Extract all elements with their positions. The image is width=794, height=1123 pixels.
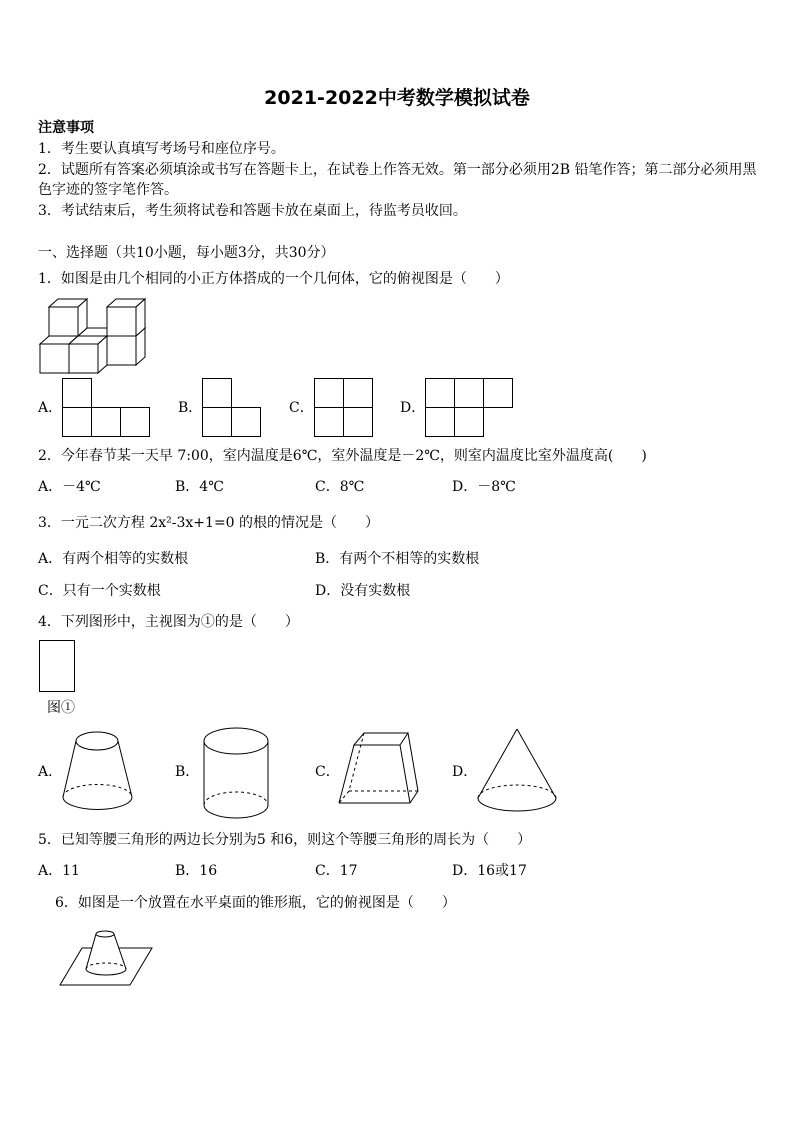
figure-caption: 图①: [47, 700, 75, 716]
grid-cell: [484, 379, 513, 408]
option-label: D．: [400, 400, 426, 416]
grid-cell: [315, 379, 344, 408]
option-label: C．只有一个实数根: [38, 583, 161, 599]
grid-cell: [426, 408, 455, 437]
option-label: A．11: [38, 863, 80, 879]
option-label: C．17: [315, 863, 358, 879]
option-label: D．－8℃: [452, 479, 516, 495]
top-view-grid-d: [425, 378, 515, 438]
notice-line: 3．考试结束后，考生须将试卷和答题卡放在桌面上，待监考员收回。: [38, 203, 467, 219]
square-frustum-figure: [334, 727, 424, 807]
question-2-stem: 2．今年春节某一天早 7:00，室内温度是6℃，室外温度是－2℃，则室内温度比室外温度高( ): [38, 448, 647, 464]
cone-side: [478, 729, 517, 798]
option-label: A．－4℃: [38, 479, 101, 495]
option-label: B．: [175, 764, 200, 780]
grid-cell: [426, 379, 455, 408]
cylinder-base-front: [204, 805, 268, 818]
notice-line: 色字迹的签字笔作答。: [38, 182, 178, 198]
section-heading: 一、选择题（共10小题，每小题3分，共30分）: [38, 245, 335, 261]
cube-front-face: [69, 344, 98, 373]
grid-cell: [344, 408, 373, 437]
frustum-edge: [339, 745, 354, 803]
cube-front-face: [40, 344, 69, 373]
grid-cell: [455, 408, 484, 437]
frustum-edge: [410, 791, 418, 803]
option-label: C．: [315, 764, 340, 780]
option-label: B．有两个不相等的实数根: [315, 551, 480, 567]
frustum-edge: [408, 733, 418, 791]
frustum-edge: [400, 745, 410, 803]
cube-stack-figure: [36, 298, 148, 376]
frustum-figure: [60, 728, 136, 814]
notice-heading: 注意事项: [38, 120, 94, 136]
grid-cell: [92, 408, 121, 437]
cylinder-top-ellipse: [204, 728, 268, 754]
cone-base-back: [478, 785, 556, 798]
grid-cell: [455, 379, 484, 408]
grid-cell: [203, 408, 232, 437]
notice-line: 2．试题所有答案必须填涂或书写在答题卡上，在试卷上作答无效。第一部分必须用2B 铅笔作答；第二部分必须用黑: [38, 162, 757, 178]
grid-cell: [121, 408, 150, 437]
grid-cell: [63, 408, 92, 437]
grid-cell: [315, 408, 344, 437]
grid-cell: [203, 379, 232, 408]
cone-base-front: [478, 798, 556, 811]
notice-line: 1．考生要认真填写考场号和座位序号。: [38, 141, 285, 157]
frustum-base-front: [63, 797, 132, 810]
front-view-rectangle: [39, 640, 75, 692]
question-5-stem: 5．已知等腰三角形的两边长分别为5 和6，则这个等腰三角形的周长为（ ）: [38, 832, 532, 848]
top-view-grid-a: [62, 378, 152, 438]
cylinder-base-back: [204, 792, 268, 805]
cone-figure: [474, 725, 560, 817]
option-label: D．: [452, 764, 478, 780]
option-label: A．: [38, 764, 63, 780]
page-title: 2021-2022中考数学模拟试卷: [264, 87, 530, 109]
question-3-stem: 3．一元二次方程 2x²-3x+1=0 的根的情况是（ ）: [38, 515, 380, 531]
frustum-side: [118, 741, 132, 797]
cone-side: [517, 729, 556, 798]
cube-front-face: [107, 336, 136, 365]
option-label: B．16: [175, 863, 218, 879]
question-1-stem: 1．如图是由几个相同的小正方体搭成的一个几何体，它的俯视图是（ ）: [38, 271, 509, 287]
top-view-grid-b: [202, 378, 264, 438]
option-label: C．: [289, 400, 314, 416]
option-label: B．4℃: [175, 479, 224, 495]
cube: [107, 299, 145, 336]
grid-cell: [63, 379, 92, 408]
cylinder-figure: [200, 724, 272, 822]
cube: [69, 336, 107, 373]
flask-mouth: [96, 931, 114, 937]
frustum-top-ellipse: [76, 732, 118, 750]
option-label: C．8℃: [315, 479, 365, 495]
grid-cell: [344, 379, 373, 408]
cube-front-face: [49, 307, 78, 336]
flask-body: [86, 934, 126, 975]
grid-cell: [232, 408, 261, 437]
question-6-stem: 6．如图是一个放置在水平桌面的锥形瓶，它的俯视图是（ ）: [55, 895, 456, 911]
option-label: B．: [178, 400, 203, 416]
option-label: D．没有实数根: [315, 583, 411, 599]
top-view-grid-c: [314, 378, 376, 438]
cube-front-face: [107, 307, 136, 336]
cube: [49, 299, 87, 336]
frustum-base-back: [63, 785, 132, 798]
conical-flask-figure: [56, 922, 156, 994]
option-label: A．: [38, 400, 63, 416]
option-label: D．16或17: [452, 863, 527, 879]
question-4-stem: 4．下列图形中，主视图为①的是（ ）: [38, 614, 299, 630]
option-label: A．有两个相等的实数根: [38, 551, 189, 567]
frustum-side: [63, 741, 76, 797]
